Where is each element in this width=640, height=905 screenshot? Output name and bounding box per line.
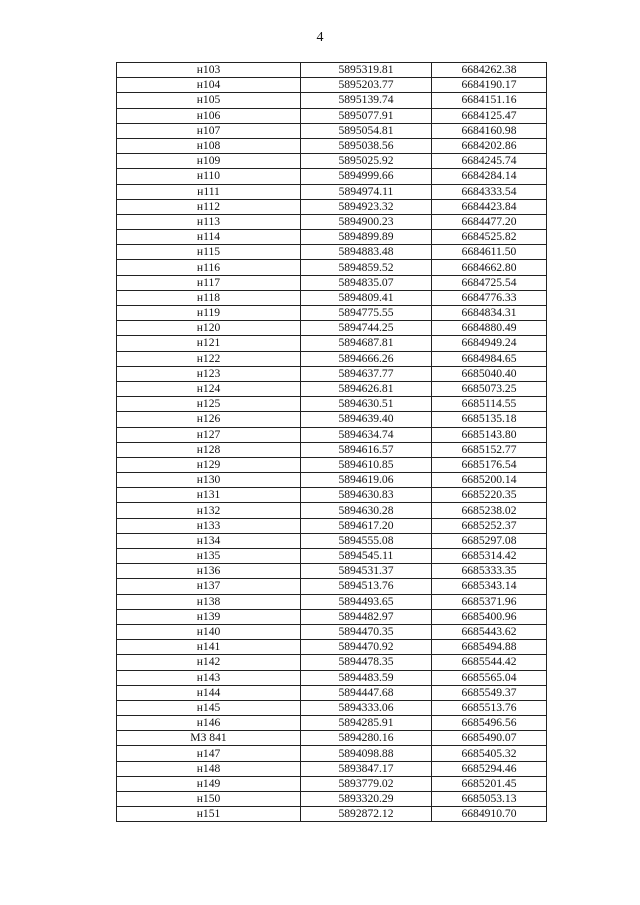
x-coordinate-cell: 5894809.41 <box>301 290 432 305</box>
y-coordinate-cell: 6684776.33 <box>432 290 547 305</box>
point-id-cell: н116 <box>117 260 301 275</box>
table-row <box>117 685 547 700</box>
x-coordinate-cell: 5894634.74 <box>301 427 432 442</box>
table-row <box>117 427 547 442</box>
x-coordinate-cell: 5894775.55 <box>301 306 432 321</box>
x-coordinate-cell: 5894555.08 <box>301 533 432 548</box>
x-coordinate-cell: 5894637.77 <box>301 366 432 381</box>
point-id-cell: н106 <box>117 108 301 123</box>
y-coordinate-cell: 6685200.14 <box>432 473 547 488</box>
x-coordinate-cell: 5894513.76 <box>301 579 432 594</box>
y-coordinate-cell: 6685333.35 <box>432 564 547 579</box>
table-row <box>117 700 547 715</box>
y-coordinate-cell: 6684262.38 <box>432 63 547 78</box>
x-coordinate-cell: 5894531.37 <box>301 564 432 579</box>
table-row <box>117 807 547 822</box>
point-id-cell: н113 <box>117 214 301 229</box>
table-row <box>117 746 547 761</box>
table-row <box>117 533 547 548</box>
y-coordinate-cell: 6684284.14 <box>432 169 547 184</box>
x-coordinate-cell: 5895139.74 <box>301 93 432 108</box>
point-id-cell: МЗ 841 <box>117 731 301 746</box>
table-row <box>117 792 547 807</box>
y-coordinate-cell: 6685152.77 <box>432 442 547 457</box>
x-coordinate-cell: 5894545.11 <box>301 549 432 564</box>
table-row <box>117 761 547 776</box>
y-coordinate-cell: 6685443.62 <box>432 624 547 639</box>
point-id-cell: н132 <box>117 503 301 518</box>
y-coordinate-cell: 6685549.37 <box>432 685 547 700</box>
point-id-cell: н103 <box>117 63 301 78</box>
y-coordinate-cell: 6685073.25 <box>432 381 547 396</box>
x-coordinate-cell: 5894098.88 <box>301 746 432 761</box>
y-coordinate-cell: 6684725.54 <box>432 275 547 290</box>
x-coordinate-cell: 5894639.40 <box>301 412 432 427</box>
table-row <box>117 457 547 472</box>
y-coordinate-cell: 6685114.55 <box>432 397 547 412</box>
table-row <box>117 245 547 260</box>
x-coordinate-cell: 5895319.81 <box>301 63 432 78</box>
point-id-cell: н109 <box>117 154 301 169</box>
y-coordinate-cell: 6685252.37 <box>432 518 547 533</box>
table-row <box>117 260 547 275</box>
y-coordinate-cell: 6684662.80 <box>432 260 547 275</box>
table-row <box>117 397 547 412</box>
y-coordinate-cell: 6685496.56 <box>432 716 547 731</box>
y-coordinate-cell: 6684125.47 <box>432 108 547 123</box>
x-coordinate-cell: 5895025.92 <box>301 154 432 169</box>
point-id-cell: н149 <box>117 776 301 791</box>
x-coordinate-cell: 5894923.32 <box>301 199 432 214</box>
y-coordinate-cell: 6685040.40 <box>432 366 547 381</box>
x-coordinate-cell: 5894285.91 <box>301 716 432 731</box>
y-coordinate-cell: 6685143.80 <box>432 427 547 442</box>
table-row <box>117 321 547 336</box>
x-coordinate-cell: 5894626.81 <box>301 381 432 396</box>
point-id-cell: н146 <box>117 716 301 731</box>
y-coordinate-cell: 6685565.04 <box>432 670 547 685</box>
x-coordinate-cell: 5894619.06 <box>301 473 432 488</box>
x-coordinate-cell: 5894478.35 <box>301 655 432 670</box>
table-row <box>117 290 547 305</box>
point-id-cell: н145 <box>117 700 301 715</box>
table-row <box>117 169 547 184</box>
x-coordinate-cell: 5894687.81 <box>301 336 432 351</box>
y-coordinate-cell: 6684949.24 <box>432 336 547 351</box>
table-row <box>117 731 547 746</box>
table-row <box>117 184 547 199</box>
table-row <box>117 154 547 169</box>
y-coordinate-cell: 6684423.84 <box>432 199 547 214</box>
point-id-cell: н119 <box>117 306 301 321</box>
table-row <box>117 123 547 138</box>
table-row <box>117 549 547 564</box>
y-coordinate-cell: 6685513.76 <box>432 700 547 715</box>
x-coordinate-cell: 5892872.12 <box>301 807 432 822</box>
x-coordinate-cell: 5894470.92 <box>301 640 432 655</box>
y-coordinate-cell: 6685220.35 <box>432 488 547 503</box>
x-coordinate-cell: 5895203.77 <box>301 78 432 93</box>
point-id-cell: н143 <box>117 670 301 685</box>
table-row <box>117 503 547 518</box>
x-coordinate-cell: 5894744.25 <box>301 321 432 336</box>
y-coordinate-cell: 6685314.42 <box>432 549 547 564</box>
table-row <box>117 275 547 290</box>
x-coordinate-cell: 5894630.83 <box>301 488 432 503</box>
table-row <box>117 624 547 639</box>
table-row <box>117 230 547 245</box>
table-row <box>117 366 547 381</box>
y-coordinate-cell: 6684910.70 <box>432 807 547 822</box>
y-coordinate-cell: 6684333.54 <box>432 184 547 199</box>
point-id-cell: н131 <box>117 488 301 503</box>
x-coordinate-cell: 5894280.16 <box>301 731 432 746</box>
point-id-cell: н117 <box>117 275 301 290</box>
x-coordinate-cell: 5894482.97 <box>301 609 432 624</box>
x-coordinate-cell: 5894835.07 <box>301 275 432 290</box>
point-id-cell: н128 <box>117 442 301 457</box>
point-id-cell: н121 <box>117 336 301 351</box>
y-coordinate-cell: 6684984.65 <box>432 351 547 366</box>
y-coordinate-cell: 6685544.42 <box>432 655 547 670</box>
point-id-cell: н136 <box>117 564 301 579</box>
point-id-cell: н118 <box>117 290 301 305</box>
table-row <box>117 442 547 457</box>
x-coordinate-cell: 5893320.29 <box>301 792 432 807</box>
point-id-cell: н104 <box>117 78 301 93</box>
y-coordinate-cell: 6684525.82 <box>432 230 547 245</box>
x-coordinate-cell: 5894483.59 <box>301 670 432 685</box>
point-id-cell: н144 <box>117 685 301 700</box>
table-row <box>117 594 547 609</box>
y-coordinate-cell: 6685053.13 <box>432 792 547 807</box>
y-coordinate-cell: 6685371.96 <box>432 594 547 609</box>
point-id-cell: н138 <box>117 594 301 609</box>
coordinates-table <box>116 62 547 822</box>
point-id-cell: н148 <box>117 761 301 776</box>
point-id-cell: н125 <box>117 397 301 412</box>
y-coordinate-cell: 6684190.17 <box>432 78 547 93</box>
x-coordinate-cell: 5895054.81 <box>301 123 432 138</box>
point-id-cell: н107 <box>117 123 301 138</box>
y-coordinate-cell: 6685490.07 <box>432 731 547 746</box>
point-id-cell: н142 <box>117 655 301 670</box>
table-row <box>117 78 547 93</box>
x-coordinate-cell: 5894610.85 <box>301 457 432 472</box>
x-coordinate-cell: 5894493.65 <box>301 594 432 609</box>
y-coordinate-cell: 6685135.18 <box>432 412 547 427</box>
point-id-cell: н135 <box>117 549 301 564</box>
table-row <box>117 412 547 427</box>
x-coordinate-cell: 5893779.02 <box>301 776 432 791</box>
x-coordinate-cell: 5894899.89 <box>301 230 432 245</box>
table-row <box>117 655 547 670</box>
x-coordinate-cell: 5894666.26 <box>301 351 432 366</box>
point-id-cell: н122 <box>117 351 301 366</box>
table-row <box>117 63 547 78</box>
table-row <box>117 488 547 503</box>
x-coordinate-cell: 5895038.56 <box>301 138 432 153</box>
table-row <box>117 108 547 123</box>
point-id-cell: н126 <box>117 412 301 427</box>
x-coordinate-cell: 5894470.35 <box>301 624 432 639</box>
y-coordinate-cell: 6685201.45 <box>432 776 547 791</box>
point-id-cell: н111 <box>117 184 301 199</box>
point-id-cell: н137 <box>117 579 301 594</box>
x-coordinate-cell: 5894900.23 <box>301 214 432 229</box>
y-coordinate-cell: 6684151.16 <box>432 93 547 108</box>
y-coordinate-cell: 6685297.08 <box>432 533 547 548</box>
point-id-cell: н139 <box>117 609 301 624</box>
point-id-cell: н115 <box>117 245 301 260</box>
table-row <box>117 640 547 655</box>
table-row <box>117 473 547 488</box>
x-coordinate-cell: 5894859.52 <box>301 260 432 275</box>
table-row <box>117 336 547 351</box>
x-coordinate-cell: 5894883.48 <box>301 245 432 260</box>
y-coordinate-cell: 6684245.74 <box>432 154 547 169</box>
y-coordinate-cell: 6684202.86 <box>432 138 547 153</box>
point-id-cell: н110 <box>117 169 301 184</box>
point-id-cell: н108 <box>117 138 301 153</box>
y-coordinate-cell: 6685494.88 <box>432 640 547 655</box>
table-row <box>117 776 547 791</box>
point-id-cell: н133 <box>117 518 301 533</box>
y-coordinate-cell: 6685343.14 <box>432 579 547 594</box>
x-coordinate-cell: 5894630.51 <box>301 397 432 412</box>
x-coordinate-cell: 5894630.28 <box>301 503 432 518</box>
point-id-cell: н123 <box>117 366 301 381</box>
point-id-cell: н151 <box>117 807 301 822</box>
y-coordinate-cell: 6684880.49 <box>432 321 547 336</box>
table-row <box>117 716 547 731</box>
y-coordinate-cell: 6685294.46 <box>432 761 547 776</box>
x-coordinate-cell: 5894333.06 <box>301 700 432 715</box>
point-id-cell: н134 <box>117 533 301 548</box>
point-id-cell: н112 <box>117 199 301 214</box>
table-row <box>117 214 547 229</box>
table-row <box>117 564 547 579</box>
y-coordinate-cell: 6685176.54 <box>432 457 547 472</box>
y-coordinate-cell: 6684611.50 <box>432 245 547 260</box>
point-id-cell: н114 <box>117 230 301 245</box>
y-coordinate-cell: 6685238.02 <box>432 503 547 518</box>
point-id-cell: н130 <box>117 473 301 488</box>
y-coordinate-cell: 6684834.31 <box>432 306 547 321</box>
x-coordinate-cell: 5894447.68 <box>301 685 432 700</box>
y-coordinate-cell: 6684160.98 <box>432 123 547 138</box>
point-id-cell: н127 <box>117 427 301 442</box>
point-id-cell: н129 <box>117 457 301 472</box>
point-id-cell: н105 <box>117 93 301 108</box>
x-coordinate-cell: 5894616.57 <box>301 442 432 457</box>
x-coordinate-cell: 5894617.20 <box>301 518 432 533</box>
point-id-cell: н140 <box>117 624 301 639</box>
x-coordinate-cell: 5895077.91 <box>301 108 432 123</box>
table-row <box>117 306 547 321</box>
y-coordinate-cell: 6685405.32 <box>432 746 547 761</box>
point-id-cell: н124 <box>117 381 301 396</box>
point-id-cell: н120 <box>117 321 301 336</box>
table-row <box>117 579 547 594</box>
point-id-cell: н141 <box>117 640 301 655</box>
y-coordinate-cell: 6685400.96 <box>432 609 547 624</box>
table-row <box>117 518 547 533</box>
table-row <box>117 609 547 624</box>
point-id-cell: н150 <box>117 792 301 807</box>
table-row <box>117 138 547 153</box>
table-row <box>117 93 547 108</box>
x-coordinate-cell: 5894974.11 <box>301 184 432 199</box>
table-row <box>117 351 547 366</box>
table-row <box>117 381 547 396</box>
x-coordinate-cell: 5893847.17 <box>301 761 432 776</box>
table-row <box>117 199 547 214</box>
x-coordinate-cell: 5894999.66 <box>301 169 432 184</box>
point-id-cell: н147 <box>117 746 301 761</box>
table-row <box>117 670 547 685</box>
page-number: 4 <box>316 30 324 45</box>
coordinates-table-body <box>117 63 547 822</box>
y-coordinate-cell: 6684477.20 <box>432 214 547 229</box>
